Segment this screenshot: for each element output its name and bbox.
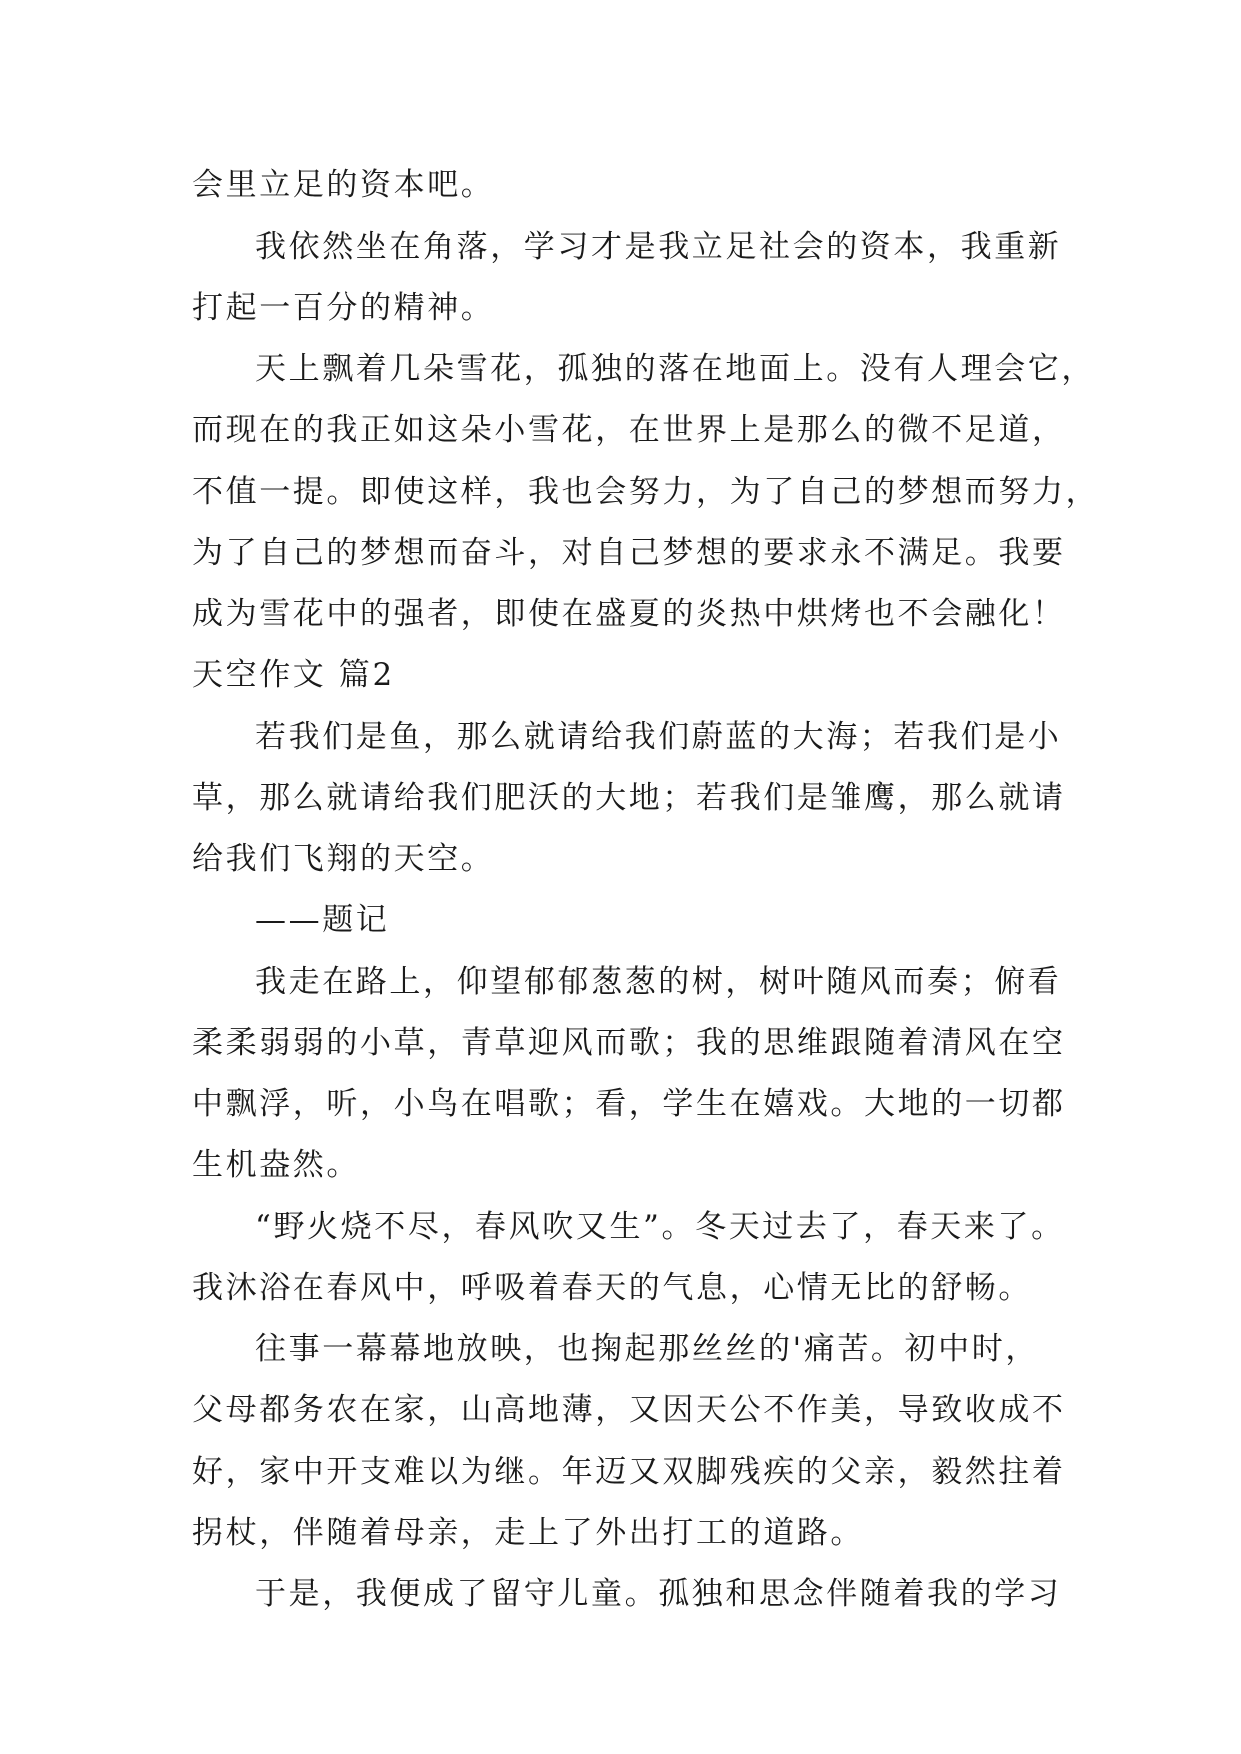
- text-line: 中飘浮，听，小鸟在唱歌；看，学生在嬉戏。大地的一切都: [192, 1086, 1066, 1122]
- text-line: 若我们是鱼，那么就请给我们蔚蓝的大海；若我们是小: [255, 719, 1062, 755]
- text-line: 天上飘着几朵雪花，孤独的落在地面上。没有人理会它，: [255, 351, 1095, 387]
- text-line: 父母都务农在家，山高地薄，又因天公不作美，导致收成不: [192, 1392, 1066, 1428]
- text-line: 打起一百分的精神。: [192, 290, 495, 326]
- text-line: 拐杖，伴随着母亲，走上了外出打工的道路。: [192, 1515, 864, 1551]
- text-line: 成为雪花中的强者，即使在盛夏的炎热中烘烤也不会融化！: [192, 596, 1066, 632]
- section-heading: 天空作文 篇2: [192, 657, 395, 693]
- text-line: 而现在的我正如这朵小雪花，在世界上是那么的微不足道，: [192, 412, 1066, 448]
- text-line: 好，家中开支难以为继。年迈又双脚残疾的父亲，毅然拄着: [192, 1454, 1066, 1490]
- text-line: 生机盎然。: [192, 1147, 360, 1183]
- text-line: 给我们飞翔的天空。: [192, 841, 495, 877]
- epigraph-note: ——题记: [255, 902, 390, 938]
- text-line: 不值一提。即使这样，我也会努力，为了自己的梦想而努力，: [192, 474, 1100, 510]
- text-line: 草，那么就请给我们肥沃的大地；若我们是雏鹰，那么就请: [192, 780, 1066, 816]
- text-line: “野火烧不尽，春风吹又生”。冬天过去了，春天来了。: [255, 1209, 1065, 1245]
- text-line: 柔柔弱弱的小草，青草迎风而歌；我的思维跟随着清风在空: [192, 1025, 1066, 1061]
- text-line: 会里立足的资本吧。: [192, 167, 495, 203]
- text-line: 我走在路上，仰望郁郁葱葱的树，树叶随风而奏；俯看: [255, 964, 1062, 1000]
- text-line: 我依然坐在角落，学习才是我立足社会的资本，我重新: [255, 229, 1062, 265]
- text-line: 往事一幕幕地放映，也掬起那丝丝的'痛苦。初中时，: [255, 1331, 1039, 1367]
- text-line: 于是，我便成了留守儿童。孤独和思念伴随着我的学习: [255, 1576, 1062, 1612]
- text-line: 为了自己的梦想而奋斗，对自己梦想的要求永不满足。我要: [192, 535, 1066, 571]
- text-line: 我沐浴在春风中，呼吸着春天的气息，心情无比的舒畅。: [192, 1270, 1032, 1306]
